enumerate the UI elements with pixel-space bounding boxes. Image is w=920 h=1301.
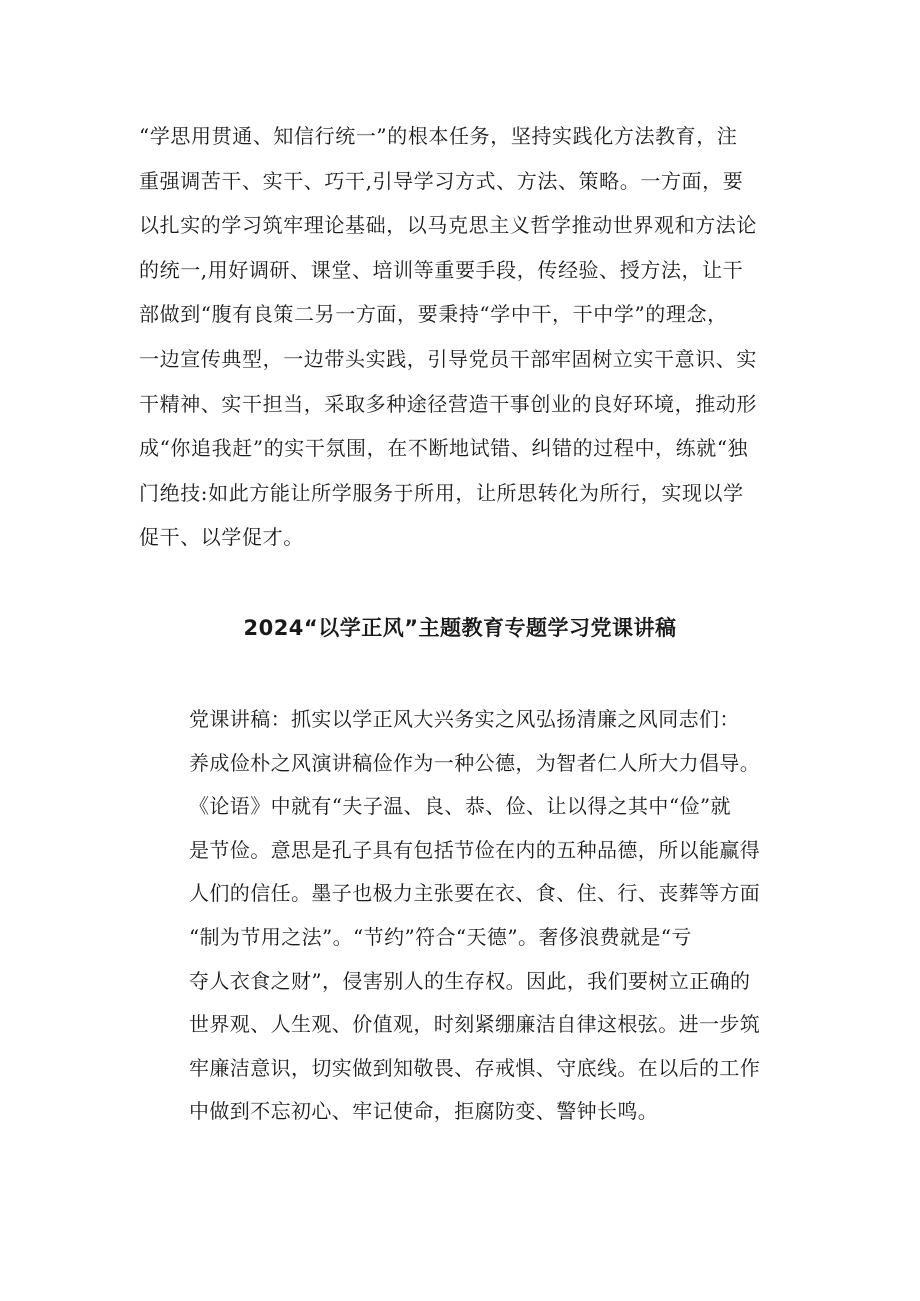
text-line: 中做到不忘初心、牢记使命，拒腐防变、警钟长鸣。 xyxy=(189,1099,659,1124)
section-heading: 2024“以学正风”主题教育专题学习党课讲稿 xyxy=(243,616,677,640)
body-paragraph-bottom xyxy=(189,698,799,1134)
text-line: 部做到“腹有良策二另一方面，要秉持“学中干，干中学”的理念， xyxy=(139,302,728,327)
text-line: “制为节用之法”。“节约”符合“天德”。奢侈浪费就是“亏 xyxy=(189,924,692,949)
text-line: 党课讲稿：抓实以学正风大兴务实之风弘扬清廉之风同志们： xyxy=(189,707,740,731)
text-line: 干精神、实干担当，采取多种途径营造干事创业的良好环境，推动形 xyxy=(139,391,757,416)
text-line: 《论语》中就有“夫子温、良、恭、俭、让以得之其中“俭”就 xyxy=(189,794,731,819)
text-line: 门绝技:如此方能让所学服务于所用，让所思转化为所行，实现以学 xyxy=(139,480,744,505)
text-line: 养成俭朴之风演讲稿俭作为一种公德，为智者仁人所大力倡导。 xyxy=(189,750,761,775)
text-line: 成“你追我赶”的实干氛围，在不断地试错、纠错的过程中，练就“独 xyxy=(139,436,749,461)
text-line: 重强调苦干、实干、巧干,引导学习方式、方法、策略。一方面，要 xyxy=(139,168,744,193)
text-line: 促干、以学促才。 xyxy=(139,525,304,550)
text-line: 是节俭。意思是孔子具有包括节俭在内的五种品德，所以能赢得 xyxy=(189,837,761,862)
text-line: 夺人衣食之财”，侵害别人的生存权。因此，我们要树立正确的 xyxy=(189,968,751,993)
text-line: 以扎实的学习筑牢理论基础，以马克思主义哲学推动世界观和方法论 xyxy=(139,213,757,238)
text-line: 世界观、人生观、价值观，时刻紧绷廉洁自律这根弦。进一步筑 xyxy=(189,1012,761,1037)
text-line: 一边宣传典型，一边带头实践，引导党员干部牢固树立实干意识、实 xyxy=(139,346,757,371)
body-paragraph-top xyxy=(139,114,799,560)
text-line: 牢廉洁意识，切实做到知敬畏、存戒惧、守底线。在以后的工作 xyxy=(189,1055,761,1080)
text-line: 的统一,用好调研、课堂、培训等重要手段，传经验、授方法，让干 xyxy=(139,257,744,282)
text-line: 人们的信任。墨子也极力主张要在衣、食、住、行、丧葬等方面 xyxy=(189,881,761,906)
text-line: “学思用贯通、知信行统一”的根本任务，坚持实践化方法教育，注 xyxy=(139,124,738,148)
